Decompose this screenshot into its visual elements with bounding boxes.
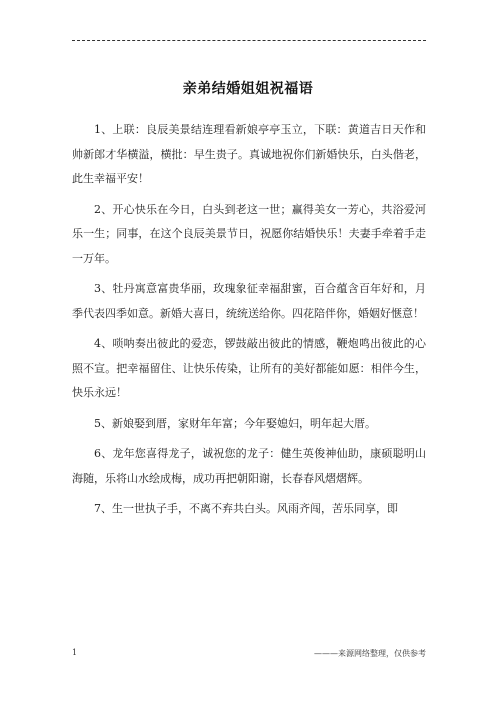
paragraph-3: 3、牡丹寓意富贵华丽，玫瑰象征幸福甜蜜，百合蕴含百年好和，月季代表四季如意。新婚大喜日，统统送给你。四花陪伴你，婚姻好惬意！	[72, 282, 426, 320]
document-title: 亲弟结婚姐姐祝福语	[182, 81, 314, 97]
paragraph-1: 1、上联：良辰美景结连理看新娘亭亭玉立，下联：黄道吉日天作和帅新郎才华横溢，横批：早生贵子。真诚地祝你们新婚快乐，白头偕老，此生幸福平安！	[72, 123, 426, 185]
document-body	[72, 118, 426, 528]
page-footer	[72, 648, 426, 662]
footer-source-note: ———来源网络整理，仅供参考	[314, 649, 426, 658]
paragraph-5: 5、新娘娶到厝，家财年年富；今年娶媳妇，明年起大厝。	[94, 416, 376, 430]
header-dashed-rule	[72, 40, 426, 41]
paragraph-6: 6、龙年您喜得龙子，诚祝您的龙子：健生英俊神仙助，康硕聪明山海随，乐将山水绘成梅，成功再把朝阳谢，长春春风熠熠辉。	[72, 447, 426, 485]
page-number: 1	[72, 648, 78, 657]
paragraph-7: 7、生一世执子手，不离不弃共白头。风雨齐闯，苦乐同享，即	[94, 502, 398, 515]
paragraph-4: 4、唢呐奏出彼此的爱恋，锣鼓敲出彼此的情感，鞭炮鸣出彼此的心照不宣。把幸福留住、让快乐传染，让所有的美好都能如愿：相伴今生，快乐永远！	[72, 337, 426, 399]
paragraph-2: 2、开心快乐在今日，白头到老这一世；赢得美女一芳心，共浴爱河乐一生；同事，在这个良辰美景节日，祝愿你结婚快乐！夫妻手牵着手走一万年。	[72, 202, 426, 265]
